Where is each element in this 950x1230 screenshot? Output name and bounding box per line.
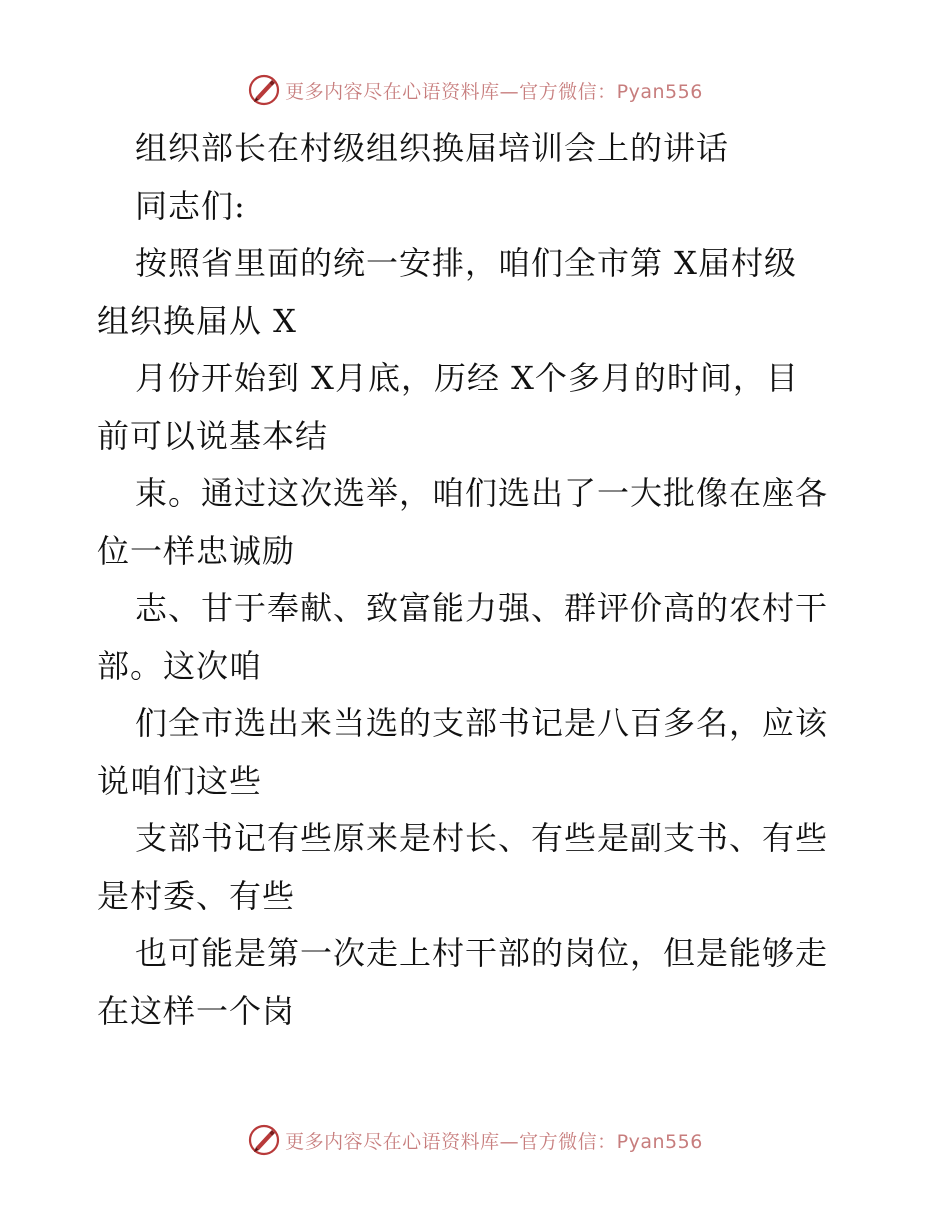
salutation: 同志们: [135,186,246,225]
paragraph-line: 们全市选出来当选的支部书记是八百多名，应该 [135,704,829,742]
page-footer-banner [0,1120,950,1160]
paragraph-line: 束。通过这次选举，咱们选出了一大批像在座各 [135,474,829,512]
pen-circle-logo-icon [247,1123,281,1157]
pen-circle-logo-icon [247,73,281,107]
paragraph-line: 也可能是第一次走上村干部的岗位，但是能够走 [135,934,829,972]
page-header-banner [0,70,950,110]
paragraph-line: 部。这次咱 [97,646,263,685]
header-banner-text: 更多内容尽在心语资料库—官方微信：Pyan556 [285,80,703,103]
paragraph-line: 支部书记有些原来是村长、有些是副支书、有些 [135,819,829,857]
paragraph-line: 组织换届从 X [97,301,297,340]
paragraph-line: 在这样一个岗 [97,991,296,1030]
paragraph-line: 说咱们这些 [97,761,263,800]
paragraph-line: 位一样忠诚励 [97,531,296,570]
paragraph-line: 志、甘于奉献、致富能力强、群评价高的农村干 [135,589,829,627]
paragraph-line: 按照省里面的统一安排，咱们全市第 X届村级 [135,244,797,282]
document-title: 组织部长在村级组织换届培训会上的讲话 [135,129,730,167]
document-body [97,120,857,1040]
footer-banner-text: 更多内容尽在心语资料库—官方微信：Pyan556 [285,1130,703,1153]
paragraph-line: 月份开始到 X月底，历经 X个多月的时间，目 [135,359,799,397]
paragraph-line: 是村委、有些 [97,876,296,915]
paragraph-line: 前可以说基本结 [97,416,329,455]
